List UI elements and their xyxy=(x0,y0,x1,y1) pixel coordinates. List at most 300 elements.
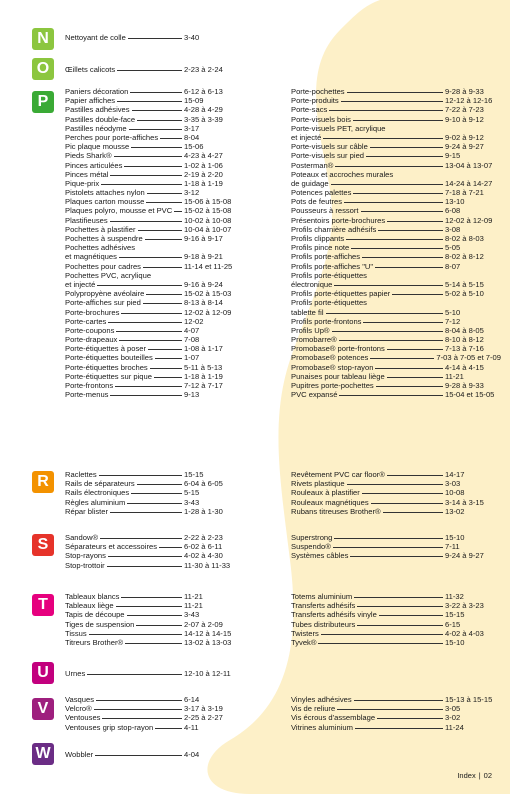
entry-name: Tubes distributeurs xyxy=(291,619,356,629)
entry-reference: 9-16 à 9-24 xyxy=(184,279,223,289)
entry-reference: 4-04 xyxy=(184,750,200,759)
index-entry xyxy=(65,372,240,381)
entry-reference: 12-02 à 12-09 xyxy=(445,215,493,225)
leader-line xyxy=(174,211,182,212)
entry-reference: 9-28 à 9-33 xyxy=(445,87,484,96)
index-entry xyxy=(65,161,240,170)
index-entry xyxy=(291,317,501,326)
leader-line xyxy=(361,211,443,212)
leader-line xyxy=(127,503,182,504)
entry-reference: 7-03 à 7-05 et 7-09 xyxy=(436,353,501,363)
entry-name: Twisters xyxy=(291,628,319,638)
leader-line xyxy=(362,493,443,494)
index-entry xyxy=(291,179,501,188)
entry-name: Répar blister xyxy=(65,506,109,516)
entry-name: Pic plaque mousse xyxy=(65,142,130,152)
entry-reference: 13-10 xyxy=(445,197,465,207)
entry-name: Pochettes pour cadres xyxy=(65,261,141,271)
leader-line xyxy=(129,129,182,130)
entry-name: et magnétiques xyxy=(65,252,117,262)
entry-reference: 1-02 à 1-06 xyxy=(184,160,223,170)
entry-name: Rouleaux magnétiques xyxy=(291,497,369,507)
index-entry xyxy=(65,620,240,629)
entry-name: Porte-visuels PET, acrylique xyxy=(291,123,386,133)
entry-name: Promobase® potences xyxy=(291,353,369,363)
index-entry xyxy=(291,488,501,497)
index-entry xyxy=(291,326,501,335)
leader-line xyxy=(143,303,182,304)
entry-reference: 2-23 à 2-24 xyxy=(184,65,223,74)
index-entry xyxy=(291,620,501,629)
entry-reference: 8-02 à 8-12 xyxy=(445,252,484,262)
index-entry xyxy=(291,197,501,206)
entry-name: Vasques xyxy=(65,695,94,704)
leader-line xyxy=(130,92,182,93)
entry-reference: 1-07 xyxy=(184,353,200,363)
leader-line xyxy=(117,101,182,102)
letter-badge: O xyxy=(32,58,54,80)
entry-name: Porte-pochettes xyxy=(291,87,345,96)
index-entry xyxy=(291,142,501,151)
index-entry xyxy=(291,507,501,516)
entry-reference: 7-08 xyxy=(184,335,200,345)
entry-reference: 1-08 à 1-17 xyxy=(184,344,223,354)
leader-line xyxy=(131,147,182,148)
entry-name: Stop-trottoir xyxy=(65,560,105,570)
entry-name: Œillets calicots xyxy=(65,65,116,74)
letter-badge: V xyxy=(32,698,54,720)
entry-reference: 6-14 xyxy=(184,695,200,704)
leader-line xyxy=(354,597,443,598)
entry-reference: 3-12 xyxy=(184,188,200,198)
entry-reference: 3-43 xyxy=(184,610,200,620)
entry-reference: 15-09 xyxy=(184,96,204,106)
index-entry xyxy=(65,498,240,507)
entry-name: Porte-étiquettes broches xyxy=(65,362,148,372)
entry-reference: 4-11 xyxy=(184,722,199,732)
entry-reference: 15-15 xyxy=(445,610,465,620)
index-entry xyxy=(291,289,501,298)
leader-line xyxy=(107,566,182,567)
entry-name: Profils pince note xyxy=(291,243,350,253)
entry-name: Porte-cartes xyxy=(65,316,107,326)
entry-name: Rails de séparateurs xyxy=(65,479,135,489)
entry-reference: 13-04 à 13-07 xyxy=(445,160,493,170)
entry-reference: 15-02 à 15-03 xyxy=(184,289,232,299)
entry-name: Plaques carton mousse xyxy=(65,197,145,207)
entry-name: Règles aluminium xyxy=(65,497,126,507)
entry-name: Promobase® porte-frontons xyxy=(291,344,385,354)
leader-line xyxy=(351,248,443,249)
page-footer xyxy=(457,771,492,780)
entry-name: Ventouses xyxy=(65,713,101,723)
entry-reference: 3-35 à 3-39 xyxy=(184,114,223,124)
left-column xyxy=(65,592,240,647)
index-entry xyxy=(65,252,240,261)
entry-reference: 1-18 à 1-19 xyxy=(184,178,223,188)
left-column xyxy=(65,750,240,759)
right-column xyxy=(291,533,501,561)
entry-name: Pique-prix xyxy=(65,178,100,188)
index-entry xyxy=(65,381,240,390)
index-entry xyxy=(65,326,240,335)
index-entry xyxy=(291,280,501,289)
entry-reference: 4-02 à 4-03 xyxy=(445,628,484,638)
entry-name: Porte-visuels bois xyxy=(291,114,351,124)
entry-name: Rivets plastique xyxy=(291,479,345,489)
entry-name: Séparateurs et accessoires xyxy=(65,542,158,552)
index-entry xyxy=(65,243,240,252)
letter-badge: R xyxy=(32,471,54,493)
leader-line xyxy=(154,377,182,378)
leader-line xyxy=(125,643,182,644)
entry-name: Présentoirs porte-brochures xyxy=(291,215,386,225)
leader-line xyxy=(347,484,443,485)
entry-name: Totems aluminium xyxy=(291,592,353,601)
entry-name: Porte-drapeaux xyxy=(65,335,118,345)
entry-reference: 3-05 xyxy=(445,704,461,714)
entry-name: PVC expansé xyxy=(291,390,338,400)
entry-reference: 2-19 à 2-20 xyxy=(184,169,223,179)
entry-name: Rouleaux à plastifier xyxy=(291,488,360,498)
entry-reference: 7-11 xyxy=(445,542,460,552)
index-entry xyxy=(291,479,501,488)
index-entry xyxy=(291,353,501,362)
entry-reference: 3-03 xyxy=(445,479,461,489)
entry-reference: 3-43 xyxy=(184,497,200,507)
index-entry xyxy=(65,142,240,151)
entry-name: Profils clippants xyxy=(291,234,345,243)
index-entry xyxy=(291,542,501,551)
leader-line xyxy=(339,340,443,341)
entry-reference: 5-05 xyxy=(445,243,461,253)
entry-name: Pastilles double-face xyxy=(65,114,136,124)
entry-name: Porte-coupons xyxy=(65,325,115,335)
entry-reference: 15-06 xyxy=(184,142,204,152)
entry-reference: 3-40 xyxy=(184,33,200,42)
entry-reference: 3-08 xyxy=(445,224,461,234)
entry-name: Revêtement PVC car floor® xyxy=(291,470,385,479)
entry-name: Tyvek® xyxy=(291,637,317,647)
entry-reference: 6-12 à 6-13 xyxy=(184,87,223,96)
index-entry xyxy=(291,252,501,261)
index-entry xyxy=(65,234,240,243)
left-column xyxy=(65,695,240,732)
entry-name: Tapis de découpe xyxy=(65,610,125,620)
entry-name: Pinces métal xyxy=(65,169,109,179)
entry-name: Sandow® xyxy=(65,533,99,542)
index-entry xyxy=(65,206,240,215)
entry-reference: 5-10 xyxy=(445,307,461,317)
entry-reference: 5-14 à 5-15 xyxy=(445,279,484,289)
index-entry xyxy=(65,115,240,124)
leader-line xyxy=(370,358,434,359)
entry-reference: 2-25 à 2-27 xyxy=(184,713,223,723)
index-entry xyxy=(291,381,501,390)
entry-name: Rubans titreuses Brother® xyxy=(291,506,381,516)
index-entry xyxy=(291,344,501,353)
leader-line xyxy=(101,184,182,185)
index-entry xyxy=(65,750,240,759)
leader-line xyxy=(159,547,182,548)
index-entry xyxy=(65,87,240,96)
entry-name: Profils porte-étiquettes papier xyxy=(291,289,391,299)
leader-line xyxy=(110,175,182,176)
index-entry xyxy=(291,298,501,307)
index-entry xyxy=(65,298,240,307)
entry-reference: 11-21 xyxy=(445,371,464,381)
leader-line xyxy=(145,239,182,240)
leader-line xyxy=(147,193,182,194)
index-entry xyxy=(291,271,501,280)
entry-reference: 7-12 xyxy=(445,316,461,326)
entry-reference: 8-04 à 8-05 xyxy=(445,325,484,335)
entry-name: Pinces articulées xyxy=(65,160,123,170)
index-entry xyxy=(291,335,501,344)
leader-line xyxy=(335,166,443,167)
entry-reference: 1-28 à 1-30 xyxy=(184,506,223,516)
left-column xyxy=(65,470,240,516)
entry-name: Pochettes à plastifier xyxy=(65,224,136,234)
entry-reference: 4-07 xyxy=(184,325,200,335)
index-entry xyxy=(65,65,240,74)
index-entry xyxy=(65,280,240,289)
index-entry xyxy=(291,206,501,215)
leader-line xyxy=(346,239,443,240)
entry-reference: 9-18 à 9-21 xyxy=(184,252,223,262)
entry-name: Pousseurs à ressort xyxy=(291,206,359,216)
index-entry xyxy=(65,188,240,197)
entry-reference: 6-02 à 6-11 xyxy=(184,542,223,552)
entry-name: Nettoyant de colle xyxy=(65,33,126,42)
footer-label: Index xyxy=(457,771,476,780)
leader-line xyxy=(116,606,182,607)
entry-reference: 6-08 xyxy=(445,206,461,216)
entry-reference: 2-22 à 2-23 xyxy=(184,533,223,542)
entry-reference: 7-18 à 7-21 xyxy=(445,188,484,198)
leader-line xyxy=(116,331,182,332)
entry-name: Profils charnière adhésifs xyxy=(291,224,377,234)
entry-name: Porte-étiquettes à poser xyxy=(65,344,147,354)
entry-reference: 3-02 xyxy=(445,713,461,723)
entry-reference: 12-02 xyxy=(184,316,204,326)
entry-name: Profils Up® xyxy=(291,325,330,335)
entry-name: Tableaux liège xyxy=(65,601,114,611)
leader-line xyxy=(387,377,443,378)
leader-line xyxy=(357,606,443,607)
entry-name: Rails électroniques xyxy=(65,488,130,498)
leader-line xyxy=(155,358,182,359)
index-entry xyxy=(291,308,501,317)
entry-name: Punaises pour tableau liège xyxy=(291,371,385,381)
index-entry xyxy=(65,561,240,570)
entry-reference: 12-02 à 12-09 xyxy=(184,307,232,317)
index-entry xyxy=(291,161,501,170)
entry-reference: 15-13 à 15-15 xyxy=(445,695,493,704)
entry-reference: 9-15 xyxy=(445,151,461,161)
entry-name: Stop-rayons xyxy=(65,551,106,561)
entry-name: Profils porte-frontons xyxy=(291,316,362,326)
entry-name: Vinyles adhésives xyxy=(291,695,352,704)
leader-line xyxy=(131,493,182,494)
index-entry xyxy=(65,225,240,234)
leader-line xyxy=(387,349,443,350)
index-entry xyxy=(291,188,501,197)
leader-line xyxy=(326,313,443,314)
entry-reference: 1-18 à 1-19 xyxy=(184,371,223,381)
left-column xyxy=(65,533,240,570)
entry-name: Systèmes câbles xyxy=(291,551,349,561)
leader-line xyxy=(155,728,182,729)
index-entry xyxy=(65,551,240,560)
leader-line xyxy=(117,70,182,71)
entry-reference: 3-17 à 3-19 xyxy=(184,704,223,714)
leader-line xyxy=(329,110,443,111)
leader-line xyxy=(354,700,443,701)
entry-name: Wobbler xyxy=(65,750,94,759)
entry-reference: 9-16 à 9-17 xyxy=(184,234,223,243)
leader-line xyxy=(378,230,443,231)
right-column xyxy=(291,592,501,647)
index-entry xyxy=(291,713,501,722)
leader-line xyxy=(350,556,443,557)
entry-reference: 6-04 à 6-05 xyxy=(184,479,223,489)
index-entry xyxy=(65,105,240,114)
letter-badge: S xyxy=(32,534,54,556)
leader-line xyxy=(102,718,182,719)
entry-reference: 7-22 à 7-23 xyxy=(445,105,484,115)
leader-line xyxy=(108,556,182,557)
entry-reference: 15-06 à 15-08 xyxy=(184,197,232,207)
index-entry xyxy=(65,124,240,133)
entry-reference: 15-04 et 15-05 xyxy=(445,390,495,400)
entry-reference: 5-15 xyxy=(184,488,200,498)
leader-line xyxy=(143,267,182,268)
leader-line xyxy=(146,294,182,295)
entry-name: Pieds Shark® xyxy=(65,151,112,161)
entry-reference: 12-12 à 12-16 xyxy=(445,96,493,106)
index-entry xyxy=(291,372,501,381)
index-entry xyxy=(291,96,501,105)
index-entry xyxy=(291,363,501,372)
leader-line xyxy=(375,267,443,268)
entry-reference: 7-12 à 7-17 xyxy=(184,381,223,390)
leader-line xyxy=(318,643,443,644)
entry-name: Perches pour porte-affiches xyxy=(65,132,159,142)
right-column xyxy=(291,87,501,399)
index-entry xyxy=(65,479,240,488)
entry-name: Pupitres porte-pochettes xyxy=(291,381,374,390)
leader-line xyxy=(321,634,443,635)
entry-reference: 15-10 xyxy=(445,533,465,542)
entry-name: Transferts adhésifs vinyle xyxy=(291,610,377,620)
index-entry xyxy=(291,629,501,638)
index-entry xyxy=(291,216,501,225)
leader-line xyxy=(370,147,443,148)
index-entry xyxy=(65,669,240,678)
entry-name: Pots de feutres xyxy=(291,197,343,207)
index-entry xyxy=(65,533,240,542)
leader-line xyxy=(347,92,443,93)
entry-reference: 9-28 à 9-33 xyxy=(445,381,484,390)
index-entry xyxy=(65,363,240,372)
entry-reference: 10-08 xyxy=(445,488,465,498)
leader-line xyxy=(353,120,443,121)
letter-badge: T xyxy=(32,594,54,616)
entry-reference: 4-23 à 4-27 xyxy=(184,151,223,161)
page-number: 02 xyxy=(483,771,492,780)
entry-name: Pastilles adhésives xyxy=(65,105,130,115)
entry-reference: 3-22 à 3-23 xyxy=(445,601,484,611)
entry-name: Porte-étiquettes bouteilles xyxy=(65,353,153,363)
entry-reference: 9-02 à 9-12 xyxy=(445,132,484,142)
leader-line xyxy=(339,395,443,396)
entry-reference: 15-02 à 15-08 xyxy=(184,206,232,216)
leader-line xyxy=(108,322,182,323)
leader-line xyxy=(366,156,443,157)
leader-line xyxy=(323,138,443,139)
leader-line xyxy=(150,368,182,369)
entry-reference: 4-28 à 4-29 xyxy=(184,105,223,115)
entry-name: Profils porte-affiches "U" xyxy=(291,261,374,271)
leader-line xyxy=(124,166,182,167)
entry-reference: 15-15 xyxy=(184,470,204,479)
leader-line xyxy=(383,512,443,513)
entry-reference: 14-17 xyxy=(445,470,465,479)
entry-name: électronique xyxy=(291,279,333,289)
index-entry xyxy=(291,105,501,114)
leader-line xyxy=(341,101,443,102)
index-entry xyxy=(291,234,501,243)
index-entry xyxy=(291,87,501,96)
entry-name: Porte-visuels sur pied xyxy=(291,151,365,161)
leader-line xyxy=(127,615,182,616)
entry-reference: 5-02 à 5-10 xyxy=(445,289,484,299)
index-entry xyxy=(291,470,501,479)
index-entry xyxy=(65,629,240,638)
entry-reference: 6-15 xyxy=(445,619,461,629)
entry-reference: 9-24 à 9-27 xyxy=(445,551,484,561)
leader-line xyxy=(110,512,182,513)
left-column xyxy=(65,33,240,42)
index-entry xyxy=(65,723,240,732)
entry-reference: 8-04 xyxy=(184,132,200,142)
leader-line xyxy=(87,674,182,675)
leader-line xyxy=(334,538,443,539)
leader-line xyxy=(357,625,443,626)
index-entry xyxy=(291,225,501,234)
leader-line xyxy=(331,184,443,185)
leader-line xyxy=(160,138,182,139)
index-entry xyxy=(65,289,240,298)
entry-reference: 4-14 à 4-15 xyxy=(445,362,484,372)
leader-line xyxy=(100,538,182,539)
right-column xyxy=(291,695,501,732)
leader-line xyxy=(89,634,182,635)
entry-name: de guidage xyxy=(291,178,329,188)
leader-line xyxy=(371,503,443,504)
leader-line xyxy=(128,38,182,39)
index-entry xyxy=(291,170,501,179)
leader-line xyxy=(344,202,443,203)
entry-name: Potences palettes xyxy=(291,188,352,198)
leader-line xyxy=(110,221,182,222)
index-entry xyxy=(291,124,501,133)
index-entry xyxy=(65,271,240,280)
leader-line xyxy=(376,386,443,387)
entry-name: Suspendo® xyxy=(291,542,331,552)
leader-line xyxy=(96,700,182,701)
